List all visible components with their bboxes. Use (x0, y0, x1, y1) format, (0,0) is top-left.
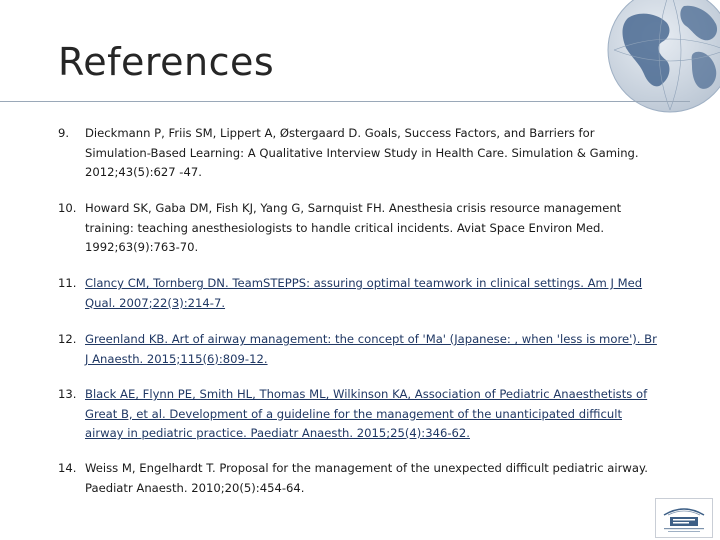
organization-logo (655, 498, 713, 538)
reference-item (58, 199, 658, 258)
reference-link[interactable]: Clancy CM, Tornberg DN. TeamSTEPPS: assuring optimal teamwork in clinical settings. Am J Med Qual. 2007;22(3):214-7. (85, 276, 643, 310)
reference-text: Weiss M, Engelhardt T. Proposal for the management of the unexpected difficult pediatric airway. Paediatr Anaesth. 2010;20(5):454-64. (85, 461, 648, 495)
reference-number: 12. (58, 332, 77, 346)
reference-number: 9. (58, 126, 70, 140)
slide-title: References (58, 40, 275, 84)
reference-number: 14. (58, 461, 77, 475)
reference-link[interactable]: Greenland KB. Art of airway management: the concept of 'Ma' (Japanese: , when 'less is more'). Br J Anaesth. 2015;115(6):809-12. (85, 332, 657, 366)
reference-item (58, 459, 658, 498)
reference-text: Howard SK, Gaba DM, Fish KJ, Yang G, Sarnquist FH. Anesthesia crisis resource management training: teaching anesthesiologists to handle critical incidents. Aviat Space Environ Med. 1992;63(9):763-70. (85, 201, 622, 254)
reference-number: 13. (58, 387, 77, 401)
reference-number: 11. (58, 276, 77, 290)
reference-item (58, 385, 658, 444)
reference-text: Dieckmann P, Friis SM, Lippert A, Østergaard D. Goals, Success Factors, and Barriers for Simulation-Based Learning: A Qualitative Interview Study in Health Care. Simulation & Gaming. 2012;43(5):627 -47. (85, 126, 639, 179)
reference-item (58, 330, 658, 369)
title-divider (0, 101, 690, 102)
reference-item (58, 124, 658, 183)
reference-item (58, 274, 658, 313)
reference-link[interactable]: Black AE, Flynn PE, Smith HL, Thomas ML, Wilkinson KA, Association of Pediatric Anaesthetists of Great B, et al. Development of a guideline for the management of the unanticipated difficult airway in pediatric practice. Paediatr Anaesth. 2015;25(4):346-62. (85, 387, 648, 440)
reference-number: 10. (58, 201, 77, 215)
